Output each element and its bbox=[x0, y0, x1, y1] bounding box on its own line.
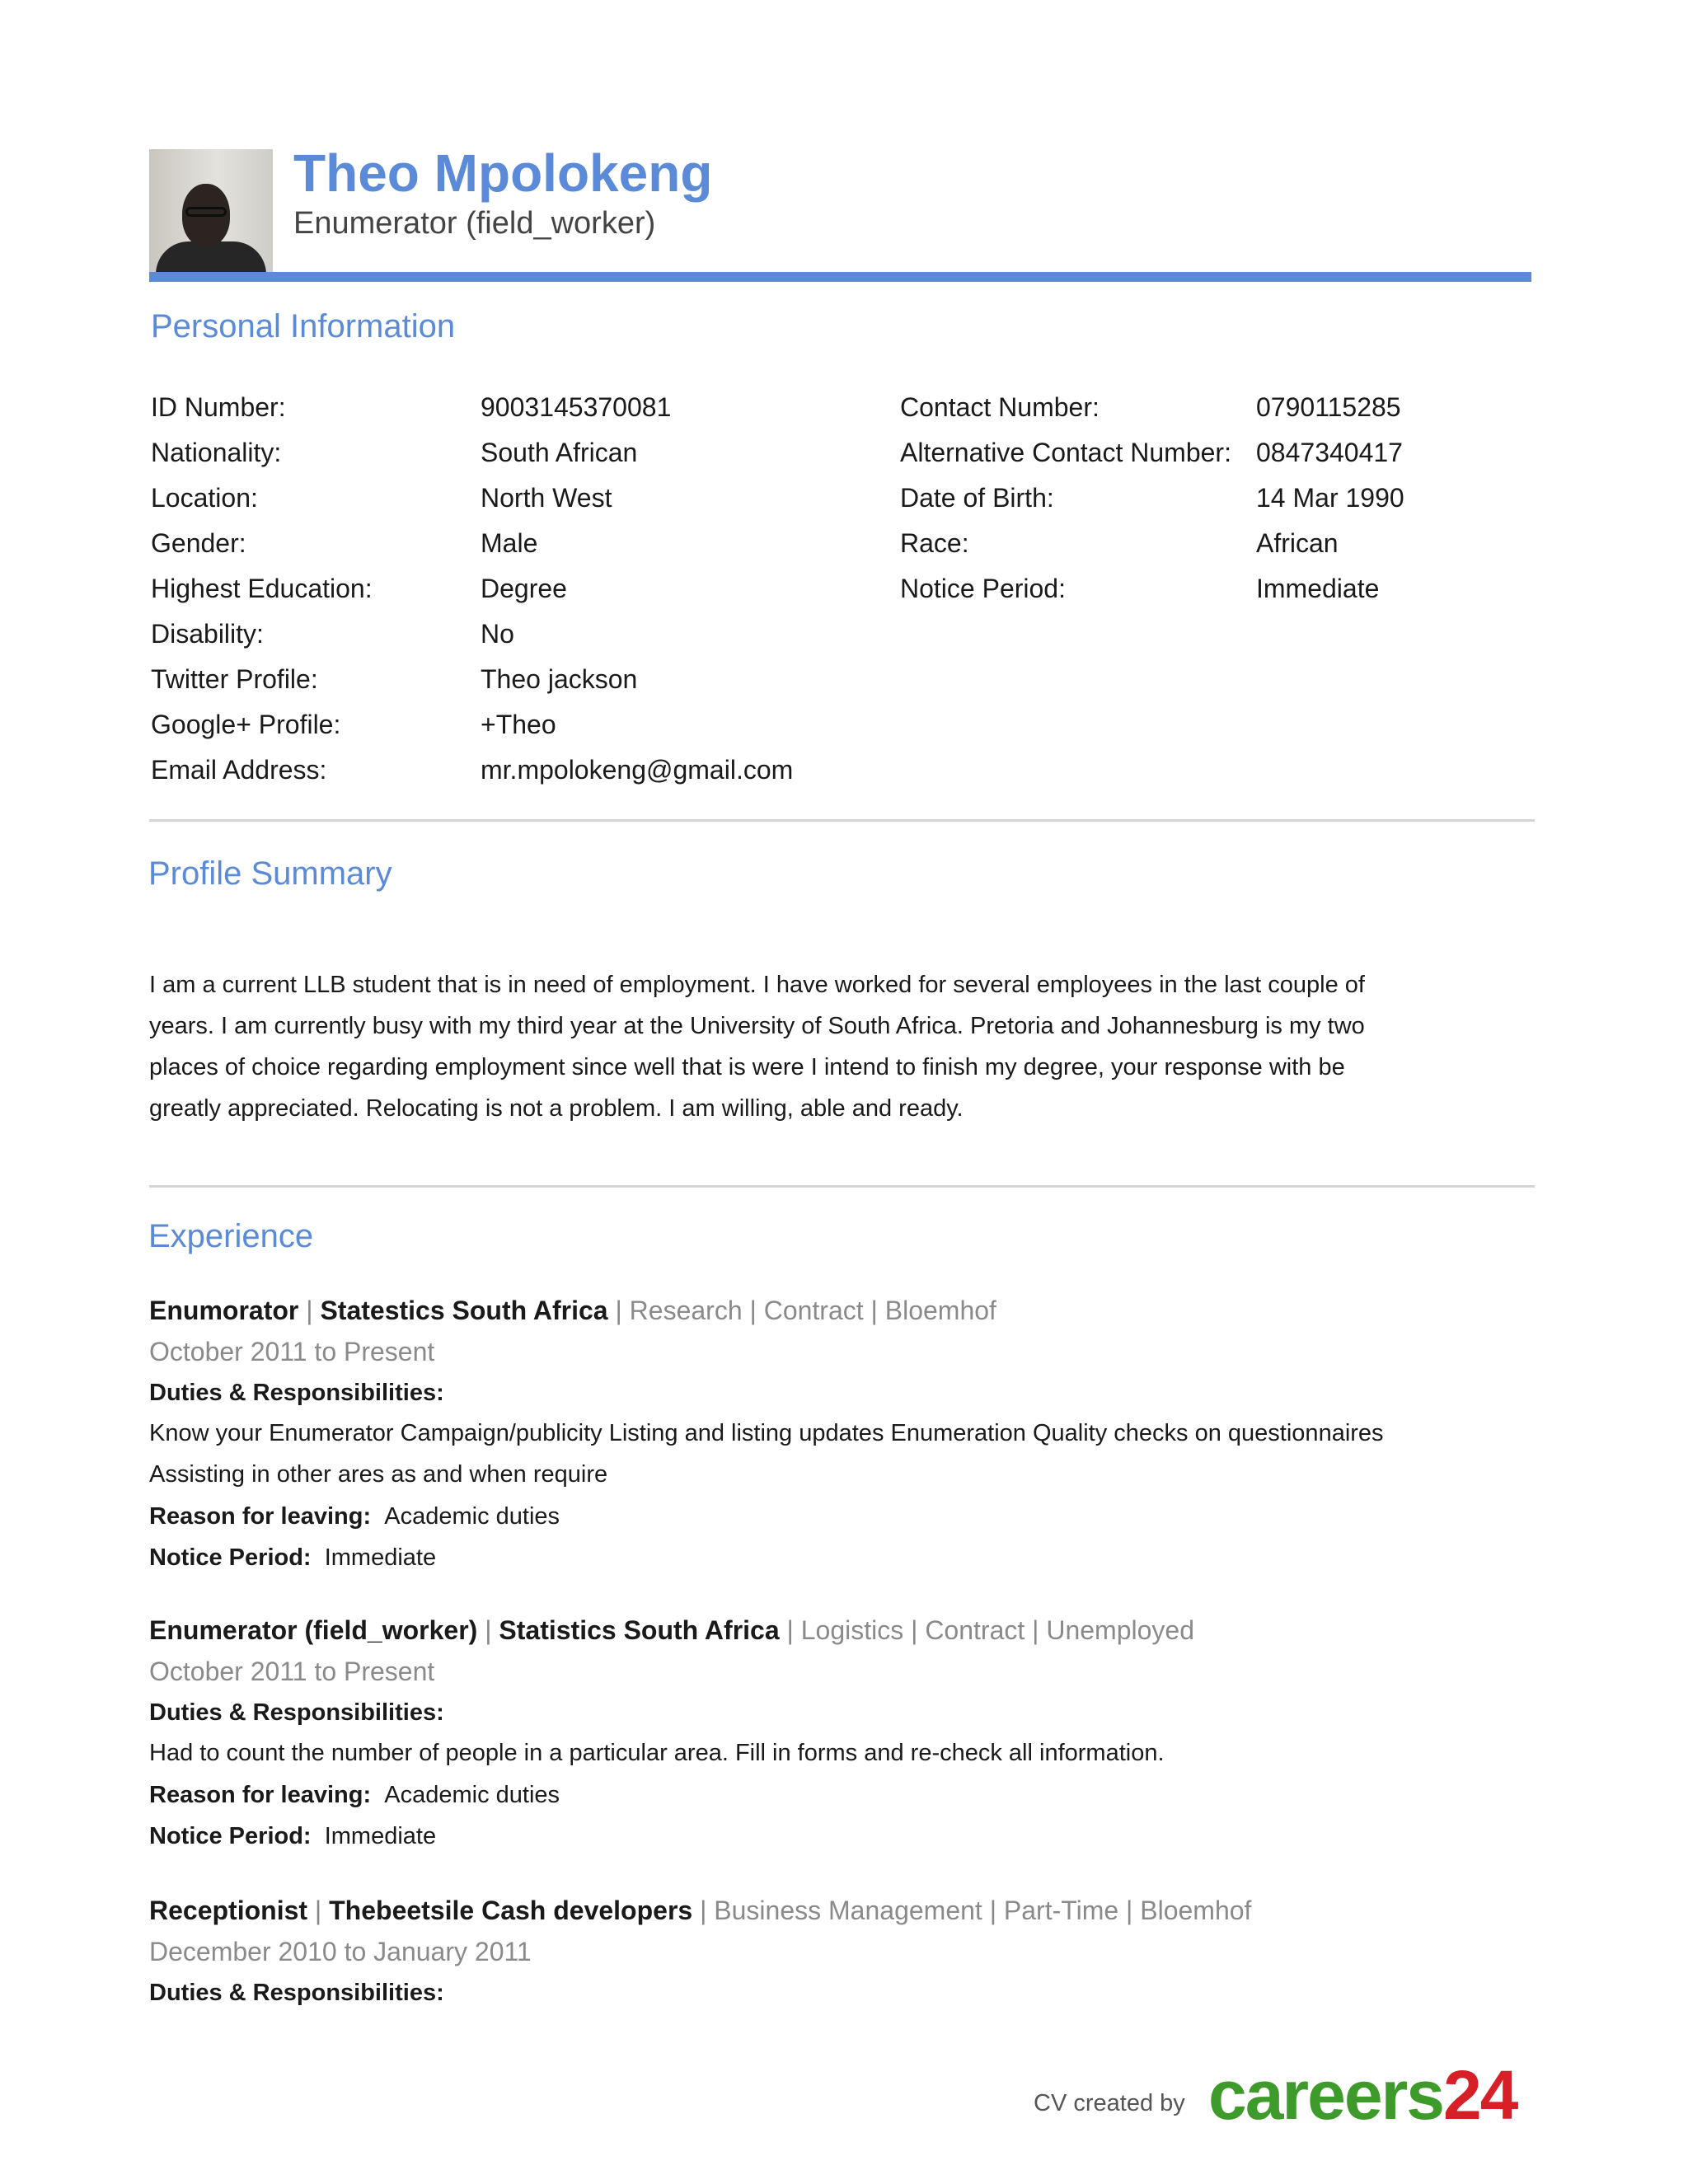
section-divider bbox=[149, 819, 1535, 822]
job-industry: Research bbox=[629, 1296, 743, 1325]
job-duties: Had to count the number of people in a particular area. Fill in forms and re-check all information. bbox=[149, 1740, 1165, 1766]
dob-value: 14 Mar 1990 bbox=[1256, 483, 1404, 513]
job-role: Receptionist bbox=[149, 1896, 308, 1925]
notice-value: Immediate bbox=[324, 1544, 437, 1571]
experience-title: Experience bbox=[148, 1218, 314, 1254]
job-company: Statistics South Africa bbox=[499, 1615, 780, 1645]
id-number-label: ID Number: bbox=[151, 392, 286, 422]
google-plus-label: Google+ Profile: bbox=[151, 710, 341, 739]
notice-period-label: Notice Period: bbox=[900, 574, 1066, 603]
id-number-value: 9003145370081 bbox=[481, 392, 672, 422]
job-heading: Enumerator (field_worker) | Statistics South Africa | Logistics | Contract | Unemployed bbox=[149, 1615, 1194, 1645]
contact-number-value: 0790115285 bbox=[1256, 392, 1401, 422]
notice-period-value: Immediate bbox=[1256, 574, 1380, 603]
reason-value: Academic duties bbox=[384, 1782, 560, 1808]
job-dates: October 2011 to Present bbox=[149, 1337, 435, 1366]
education-value: Degree bbox=[481, 574, 567, 603]
candidate-name: Theo Mpolokeng bbox=[293, 143, 713, 203]
job-duties: Know your Enumerator Campaign/publicity Listing and listing updates Enumeration Quality checks on questionnaires Assisting in other ares as and when require bbox=[149, 1420, 1384, 1488]
candidate-job-title: Enumerator (field_worker) bbox=[293, 206, 656, 241]
nationality-value: South African bbox=[481, 438, 638, 467]
race-label: Race: bbox=[900, 528, 969, 558]
contact-number-label: Contact Number: bbox=[900, 392, 1100, 422]
education-label: Highest Education: bbox=[151, 574, 373, 603]
job-heading: Receptionist | Thebeetsile Cash developers | Business Management | Part-Time | Bloemhof bbox=[149, 1896, 1252, 1925]
header-divider bbox=[149, 272, 1531, 282]
profile-summary-title: Profile Summary bbox=[148, 855, 392, 892]
job-type: Contract bbox=[925, 1615, 1025, 1645]
race-value: African bbox=[1256, 528, 1339, 558]
profile-summary-text: I am a current LLB student that is in need of employment. I have worked for several employees in the last couple of years. I am currently busy with my third year at the University of South Africa. Pretoria and Johannesburg is my two places of choice regarding employment since well that is were I intend to finish my degree, your response with be greatly appreciated. Relocating is not a problem. I am willing, able and ready. bbox=[149, 972, 1365, 1122]
job-place: Bloemhof bbox=[1140, 1896, 1252, 1925]
job-dates: October 2011 to Present bbox=[149, 1657, 435, 1686]
job-industry: Logistics bbox=[800, 1615, 904, 1645]
reason-for-leaving: Reason for leaving: Academic duties bbox=[149, 1782, 560, 1808]
job-place: Bloemhof bbox=[884, 1296, 996, 1325]
twitter-value: Theo jackson bbox=[481, 664, 638, 694]
alt-contact-label: Alternative Contact Number: bbox=[900, 438, 1231, 467]
email-label: Email Address: bbox=[151, 755, 327, 785]
duties-label: Duties & Responsibilities: bbox=[149, 1699, 444, 1726]
email-value: mr.mpolokeng@gmail.com bbox=[481, 755, 794, 785]
notice-value: Immediate bbox=[324, 1823, 437, 1849]
location-label: Location: bbox=[151, 483, 258, 513]
job-type: Part-Time bbox=[1003, 1896, 1119, 1925]
job-role: Enumorator bbox=[149, 1296, 299, 1325]
job-industry: Business Management bbox=[714, 1896, 982, 1925]
duties-label: Duties & Responsibilities: bbox=[149, 1980, 444, 2006]
job-dates: December 2010 to January 2011 bbox=[149, 1937, 532, 1966]
profile-photo bbox=[149, 149, 273, 273]
disability-label: Disability: bbox=[151, 619, 264, 649]
job-type: Contract bbox=[763, 1296, 864, 1325]
nationality-label: Nationality: bbox=[151, 438, 282, 467]
google-plus-value: +Theo bbox=[481, 710, 556, 739]
job-notice-period: Notice Period: Immediate bbox=[149, 1823, 437, 1849]
cv-created-by-text: CV created by bbox=[1034, 2090, 1185, 2116]
gender-label: Gender: bbox=[151, 528, 246, 558]
job-company: Thebeetsile Cash developers bbox=[329, 1896, 693, 1925]
gender-value: Male bbox=[481, 528, 538, 558]
personal-information-title: Personal Information bbox=[151, 308, 456, 344]
job-role: Enumerator (field_worker) bbox=[149, 1615, 478, 1645]
job-place: Unemployed bbox=[1046, 1615, 1194, 1645]
location-value: North West bbox=[481, 483, 612, 513]
job-company: Statestics South Africa bbox=[320, 1296, 608, 1325]
section-divider bbox=[149, 1185, 1535, 1188]
job-notice-period: Notice Period: Immediate bbox=[149, 1544, 437, 1571]
job-heading: Enumorator | Statestics South Africa | Research | Contract | Bloemhof bbox=[149, 1296, 996, 1325]
disability-value: No bbox=[481, 619, 514, 649]
careers24-logo: careers24 bbox=[1208, 2056, 1517, 2134]
twitter-label: Twitter Profile: bbox=[151, 664, 318, 694]
alt-contact-value: 0847340417 bbox=[1256, 438, 1403, 467]
duties-label: Duties & Responsibilities: bbox=[149, 1380, 444, 1406]
dob-label: Date of Birth: bbox=[900, 483, 1054, 513]
reason-value: Academic duties bbox=[384, 1503, 560, 1530]
reason-for-leaving: Reason for leaving: Academic duties bbox=[149, 1503, 560, 1530]
